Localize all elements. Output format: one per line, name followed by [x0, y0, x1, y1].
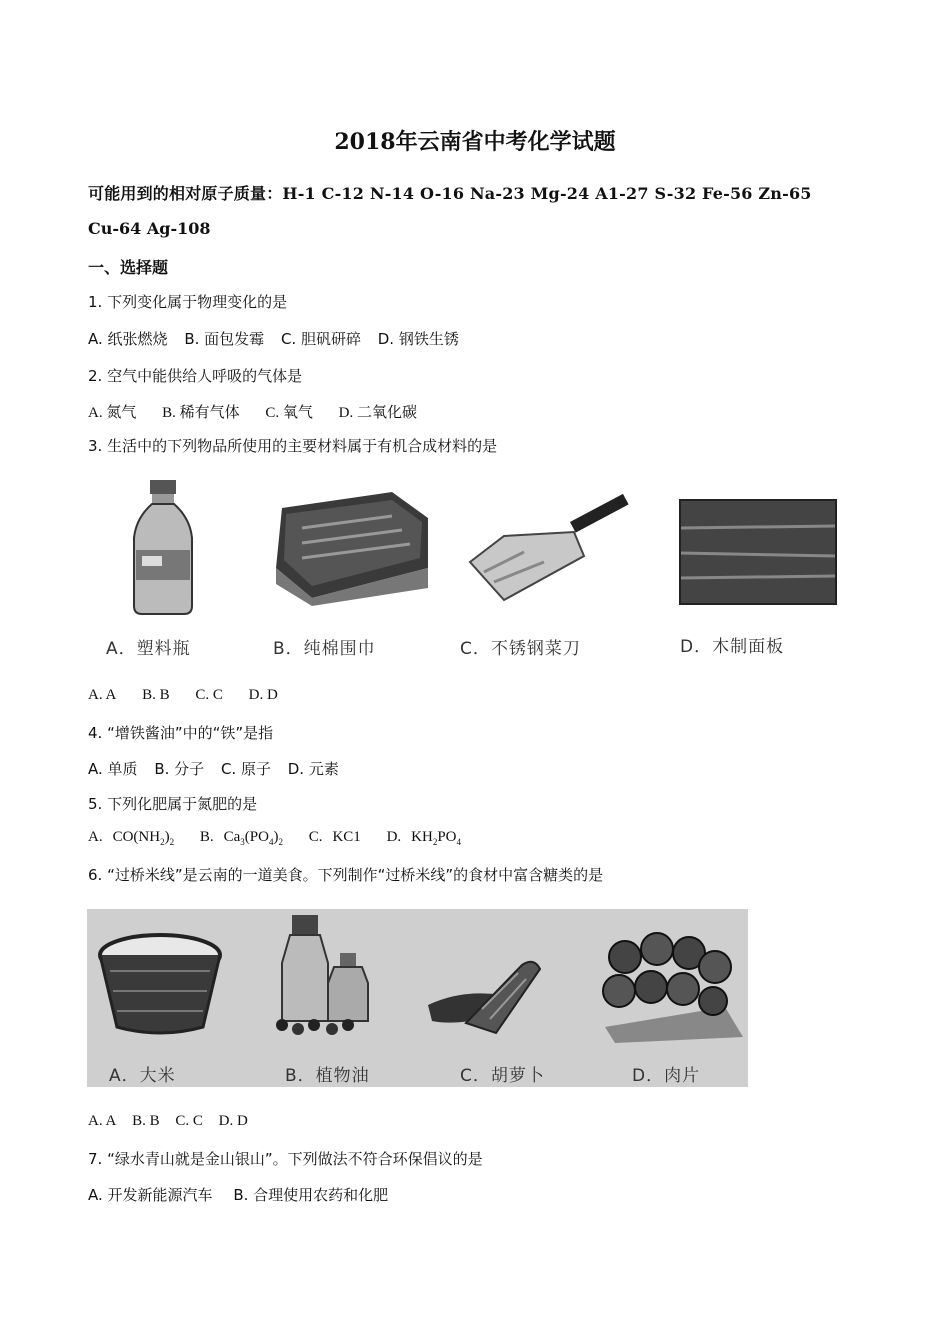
q6-option-b[interactable]: B. B	[132, 1113, 160, 1129]
q7-option-b[interactable]: B. 合理使用农药和化肥	[233, 1186, 389, 1204]
q5-option-a[interactable]: A. $CO(NH_2)_2$	[88, 829, 175, 847]
page-title: 2018年云南省中考化学试题	[334, 129, 616, 155]
cotton-scarf-image	[272, 488, 432, 608]
question-6-stem: 6. “过桥米线”是云南的一道美食。下列制作“过桥米线”的食材中富含糖类的是	[88, 866, 604, 884]
q3-caption-b: B．纯棉围巾	[273, 639, 376, 659]
atomic-masses-line1: 可能用到的相对原子质量：H-1 C-12 N-14 O-16 Na-23 Mg-24 A1-27 S-32 Fe-56 Zn-65	[88, 184, 812, 203]
q4-option-b[interactable]: B. 分子	[154, 760, 205, 778]
q5-option-b[interactable]: B. $Ca_3(PO_4)_2$	[199, 829, 283, 847]
question-2-options	[88, 401, 439, 422]
meat-slices-image	[595, 917, 745, 1047]
q7-option-a[interactable]: A. 开发新能源汽车	[88, 1186, 213, 1204]
q3-option-d[interactable]: D. D	[248, 687, 278, 703]
q2-option-c[interactable]: C. 氧气	[265, 405, 313, 421]
q2-option-a[interactable]: A. 氮气	[88, 405, 137, 421]
q4-option-c[interactable]: C. 原子	[220, 760, 271, 778]
q3-caption-c: C．不锈钢菜刀	[460, 639, 581, 659]
plastic-bottle-image	[128, 478, 198, 618]
question-3-options	[88, 687, 300, 704]
question-5-options	[88, 829, 483, 847]
q5-option-d[interactable]: D. $KH_2PO_4$	[386, 829, 462, 847]
q1-option-c[interactable]: C. 胆矾研碎	[280, 330, 361, 348]
rice-bowl-image	[95, 931, 225, 1041]
q6-caption-a: A．大米	[109, 1066, 176, 1086]
q1-option-d[interactable]: D. 钢铁生锈	[377, 330, 459, 348]
question-5-stem: 5. 下列化肥属于氮肥的是	[88, 795, 258, 813]
q1-option-a[interactable]: A. 纸张燃烧	[88, 330, 168, 348]
question-3-figure	[100, 478, 850, 668]
q4-option-d[interactable]: D. 元素	[287, 760, 339, 778]
question-6-figure	[87, 909, 748, 1087]
q6-option-d[interactable]: D. D	[218, 1113, 248, 1129]
section-heading: 一、选择题	[88, 258, 169, 277]
q6-option-a[interactable]: A. A	[88, 1113, 117, 1129]
q6-caption-c: C．胡萝卜	[460, 1066, 545, 1086]
wooden-board-image	[678, 498, 838, 608]
question-4-stem: 4. “增铁酱油”中的“铁”是指	[88, 724, 274, 742]
question-1-options	[88, 328, 471, 349]
question-1-stem: 1. 下列变化属于物理变化的是	[88, 293, 288, 311]
q3-option-a[interactable]: A. A	[88, 687, 117, 703]
question-7-stem: 7. “绿水青山就是金山银山”。下列做法不符合环保倡议的是	[88, 1150, 483, 1168]
question-3-stem: 3. 生活中的下列物品所使用的主要材料属于有机合成材料的是	[88, 437, 498, 455]
atomic-masses-line2: Cu-64 Ag-108	[88, 219, 211, 238]
q2-option-d[interactable]: D. 二氧化碳	[338, 405, 417, 421]
q3-caption-a: A．塑料瓶	[106, 639, 191, 659]
question-2-stem: 2. 空气中能供给人呼吸的气体是	[88, 367, 303, 385]
q6-caption-b: B．植物油	[285, 1066, 370, 1086]
q2-option-b[interactable]: B. 稀有气体	[162, 405, 240, 421]
q6-caption-d: D．肉片	[632, 1066, 701, 1086]
q5-option-c[interactable]: C. KC1	[308, 829, 361, 845]
carrot-image	[422, 949, 552, 1039]
q1-option-b[interactable]: B. 面包发霉	[184, 330, 265, 348]
question-4-options	[88, 758, 351, 779]
steel-knife-image	[464, 492, 634, 602]
question-7-options	[88, 1184, 400, 1205]
question-6-options	[88, 1113, 270, 1130]
q3-option-c[interactable]: C. C	[195, 687, 223, 703]
q4-option-a[interactable]: A. 单质	[88, 760, 138, 778]
q3-caption-d: D．木制面板	[680, 637, 785, 657]
q6-option-c[interactable]: C. C	[175, 1113, 203, 1129]
q3-option-b[interactable]: B. B	[142, 687, 170, 703]
vegetable-oil-image	[262, 913, 382, 1043]
